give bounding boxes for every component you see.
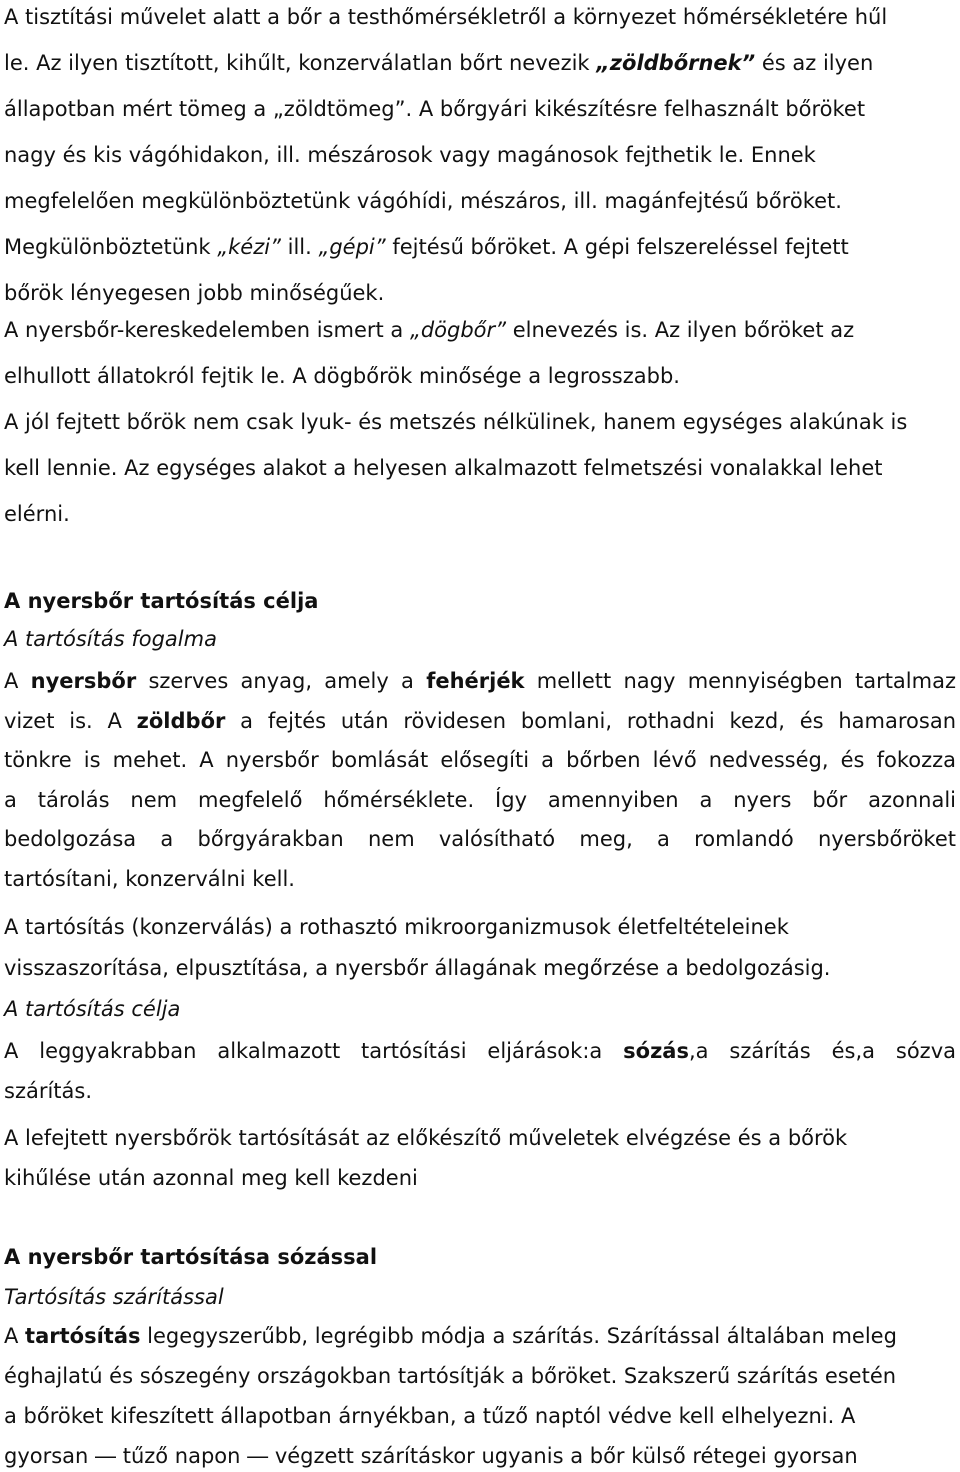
text-line: A lefejtett nyersbőrök tartósítását az előkészítő műveletek elvégzése és a bőrök	[4, 1126, 848, 1150]
text-span: elnevezés is. Az ilyen bőröket az	[506, 318, 855, 342]
section-heading-block	[4, 1237, 956, 1317]
text-span: A	[4, 669, 31, 693]
text-line: A jól fejtett bőrök nem csak lyuk- és metszés nélkülinek, hanem egységes alakúnak is	[4, 410, 908, 434]
text-line	[4, 662, 956, 702]
text-line: kell lennie. Az egységes alakot a helyesen alkalmazott felmetszési vonalakkal lehet	[4, 456, 883, 480]
text-line: bőrök lényegesen jobb minőségűek.	[4, 281, 385, 305]
text-line: tönkre is mehet. A nyersbőr bomlását elősegíti a bőrben lévő nedvesség, és fokozza	[4, 748, 956, 772]
paragraph-nyersbor-definition	[4, 662, 956, 899]
text-line: megfelelően megkülönböztetünk vágóhídi, mészáros, ill. magánfejtésű bőröket.	[4, 189, 842, 213]
term-feherjek: fehérjék	[426, 669, 525, 693]
paragraph-shape	[4, 399, 956, 537]
section-heading-block	[4, 582, 956, 658]
text-span: A	[4, 1324, 26, 1348]
text-line	[4, 1031, 956, 1071]
text-span: le. Az ilyen tisztított, kihűlt, konzerválatlan bőrt nevezik	[4, 51, 597, 75]
text-line: szárítás.	[4, 1079, 93, 1103]
term-sozas: sózás	[623, 1039, 689, 1063]
text-line: visszaszorítása, elpusztítása, a nyersbőr állagának megőrzése a bedolgozásig.	[4, 956, 831, 980]
term-zoldbor-bold: zöldbőr	[136, 708, 226, 733]
text-line	[4, 224, 956, 270]
text-line	[4, 702, 956, 742]
section-subheading: Tartósítás szárítással	[4, 1285, 224, 1309]
text-line: éghajlatú és sószegény országokban tartósítják a bőröket. Szakszerű szárítás esetén	[4, 1364, 897, 1388]
paragraph-dogbor	[4, 307, 956, 399]
text-line: a bőröket kifeszített állapotban árnyékban, a tűző naptól védve kell elhelyezni. A	[4, 1404, 856, 1428]
text-line: tartósítani, konzerválni kell.	[4, 866, 295, 891]
paragraph-lefejtett	[4, 1118, 956, 1198]
text-line: bedolgozása a bőrgyárakban nem valósítható meg, a romlandó nyersbőröket	[4, 827, 956, 851]
text-span: A leggyakrabban alkalmazott tartósítási eljárások:a	[4, 1039, 624, 1063]
paragraph-szaritas	[4, 1316, 956, 1472]
text-span: ill.	[280, 235, 319, 259]
section-heading: A nyersbőr tartósítása sózással	[4, 1245, 378, 1269]
text-span: Megkülönböztetünk	[4, 235, 218, 259]
section-subheading: A tartósítás fogalma	[4, 627, 217, 651]
text-line: a tárolás nem megfelelő hőmérséklete. Így amennyiben a nyers bőr azonnali	[4, 787, 956, 812]
text-span: fejtésű bőröket. A gépi felszereléssel fejtett	[385, 235, 849, 259]
section-heading: A nyersbőr tartósítás célja	[4, 589, 319, 613]
text-line: állapotban mért tömeg a „zöldtömeg”. A bőrgyári kikészítésre felhasznált bőröket	[4, 97, 866, 121]
term-kezi: „kézi”	[217, 235, 281, 259]
text-line: kihűlése után azonnal meg kell kezdeni	[4, 1166, 418, 1190]
text-line: elérni.	[4, 502, 70, 526]
text-line: nagy és kis vágóhidakon, ill. mészárosok vagy magánosok fejthetik le. Ennek	[4, 143, 816, 167]
text-span: legegyszerűbb, legrégibb módja a szárítás. Szárítással általában meleg	[140, 1324, 897, 1348]
section-subheading: A tartósítás célja	[4, 997, 181, 1021]
text-span: A nyersbőr-kereskedelemben ismert a	[4, 318, 410, 342]
text-line: elhullott állatokról fejtik le. A dögbőrök minősége a legrosszabb.	[4, 364, 680, 388]
term-gepi: „gépi”	[318, 235, 386, 259]
text-line: A tartósítás (konzerválás) a rothasztó mikroorganizmusok életfeltételeinek	[4, 915, 789, 939]
text-line	[4, 40, 956, 86]
term-nyersbor: nyersbőr	[30, 669, 137, 693]
text-line	[4, 307, 956, 353]
text-line: A tisztítási művelet alatt a bőr a testhőmérsékletről a környezet hőmérsékletére hűl	[4, 5, 888, 29]
paragraph-eljarasok	[4, 1031, 956, 1111]
text-span: ,a szárítás és,a sózva	[688, 1039, 956, 1063]
text-span: szerves anyag, amely a	[136, 669, 427, 693]
text-line: gyorsan ― tűző napon ― végzett szárításkor ugyanis a bőr külső rétegei gyorsan	[4, 1444, 858, 1468]
term-tartositas: tartósítás	[25, 1324, 141, 1348]
text-line	[4, 1316, 956, 1356]
text-span: mellett nagy mennyiségben tartalmaz	[524, 669, 956, 693]
term-dogbor: „dögbőr”	[409, 318, 507, 342]
text-span: és az ilyen	[755, 51, 874, 75]
text-span: a fejtés után rövidesen bomlani, rothadni kezd, és hamarosan	[225, 708, 957, 733]
paragraph-green-hide	[4, 0, 956, 316]
text-span: vizet is. A	[4, 708, 137, 733]
term-zoldbor: „zöldbőrnek”	[596, 51, 756, 75]
paragraph-konzervalas	[4, 907, 956, 1030]
